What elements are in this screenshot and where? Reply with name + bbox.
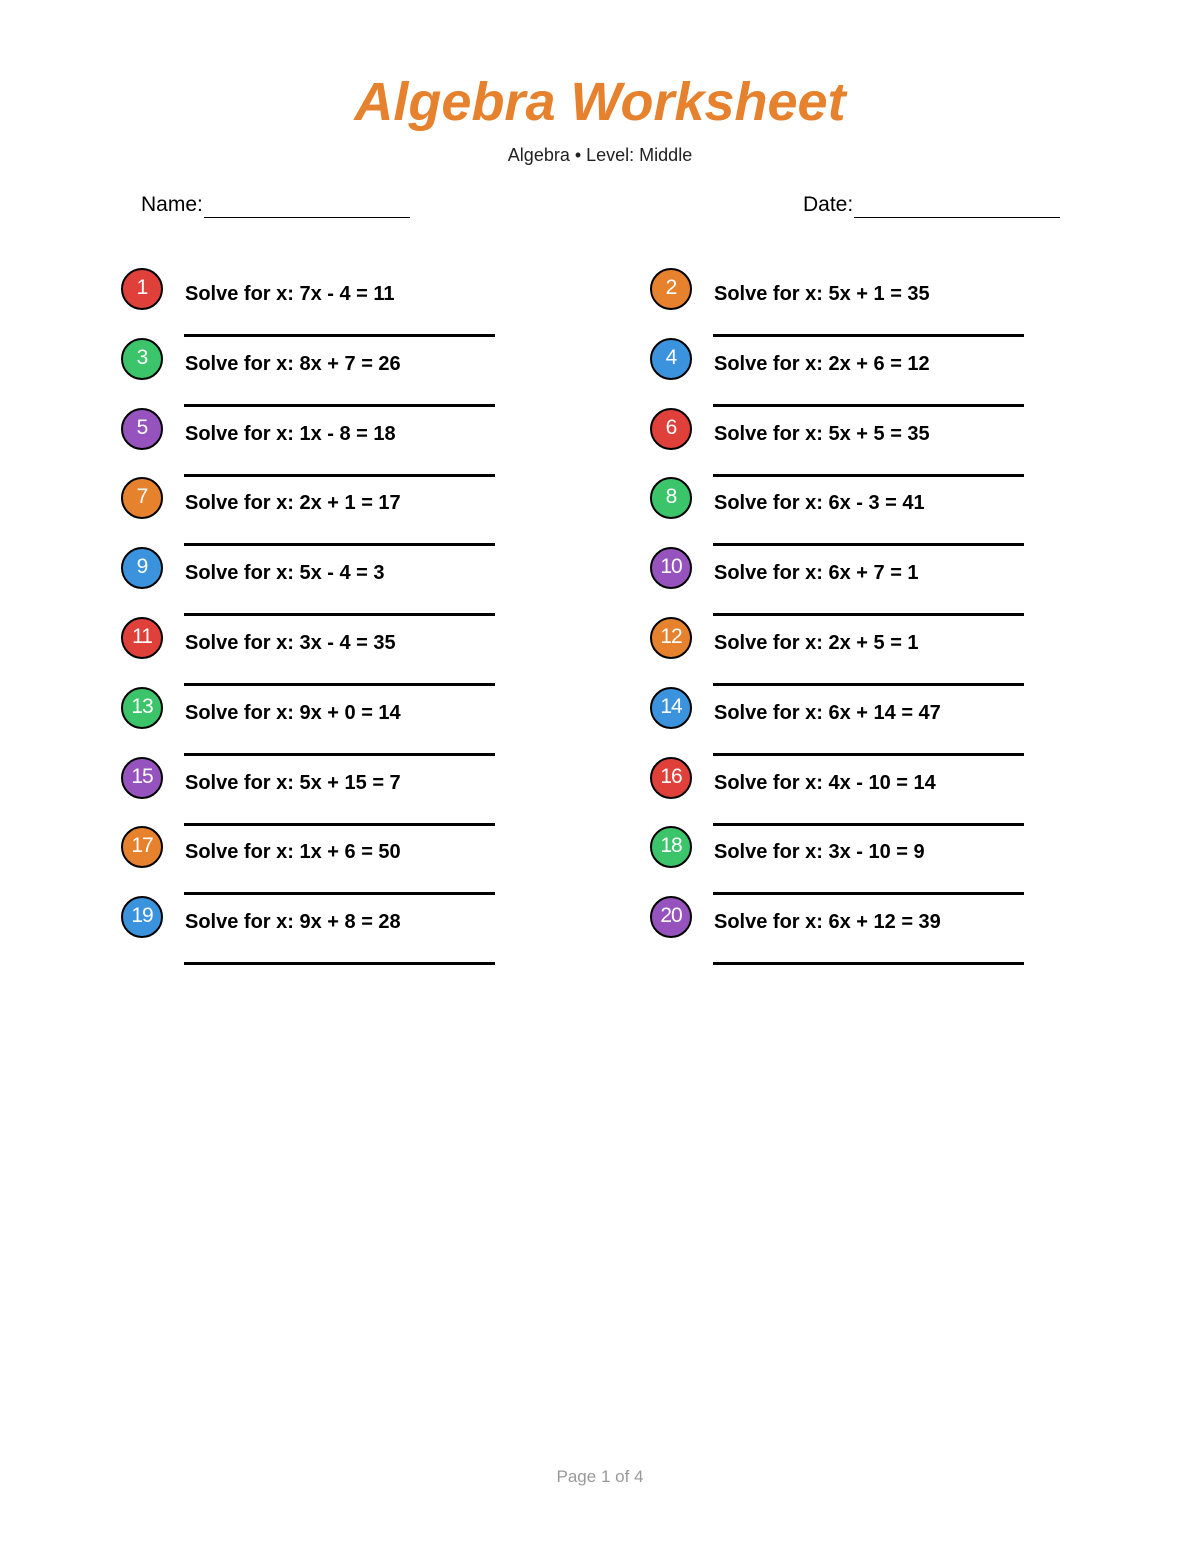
problem-item: [650, 268, 1070, 328]
problem-text: Solve for x: 8x + 7 = 26: [185, 353, 401, 375]
problem-item: [121, 757, 541, 817]
problem-text: Solve for x: 6x + 14 = 47: [714, 702, 941, 724]
problem-item: [121, 687, 541, 747]
problem-number-badge: 7: [121, 477, 163, 519]
date-blank-line[interactable]: [854, 195, 1060, 218]
problem-item: [121, 408, 541, 468]
problem-item: [650, 477, 1070, 537]
answer-line[interactable]: [184, 962, 495, 965]
problem-number-badge: 13: [121, 687, 163, 729]
problem-text: Solve for x: 9x + 8 = 28: [185, 911, 401, 933]
problem-number-badge: 10: [650, 547, 692, 589]
problem-text: Solve for x: 2x + 6 = 12: [714, 353, 930, 375]
problem-text: Solve for x: 5x + 1 = 35: [714, 283, 930, 305]
problem-number-badge: 18: [650, 826, 692, 868]
problem-item: [650, 408, 1070, 468]
answer-line[interactable]: [713, 543, 1024, 546]
answer-line[interactable]: [713, 753, 1024, 756]
answer-line[interactable]: [184, 753, 495, 756]
worksheet-title: Algebra Worksheet: [354, 72, 846, 132]
problem-item: [121, 338, 541, 398]
name-field: [141, 192, 410, 218]
problem-item: [650, 617, 1070, 677]
problem-item: [650, 338, 1070, 398]
problem-number-badge: 5: [121, 408, 163, 450]
answer-line[interactable]: [184, 683, 495, 686]
problem-item: [650, 896, 1070, 956]
answer-line[interactable]: [184, 543, 495, 546]
problem-text: Solve for x: 9x + 0 = 14: [185, 702, 401, 724]
problem-number-badge: 6: [650, 408, 692, 450]
problem-item: [650, 547, 1070, 607]
problem-text: Solve for x: 1x + 6 = 50: [185, 841, 401, 863]
answer-line[interactable]: [184, 334, 495, 337]
problem-text: Solve for x: 5x + 15 = 7: [185, 772, 401, 794]
problem-text: Solve for x: 2x + 1 = 17: [185, 492, 401, 514]
problem-number-badge: 15: [121, 757, 163, 799]
page-number: Page 1 of 4: [556, 1467, 644, 1486]
problem-text: Solve for x: 5x + 5 = 35: [714, 423, 930, 445]
problem-item: [650, 826, 1070, 886]
problem-text: Solve for x: 6x + 12 = 39: [714, 911, 941, 933]
problem-text: Solve for x: 4x - 10 = 14: [714, 772, 936, 794]
problem-number-badge: 2: [650, 268, 692, 310]
problem-text: Solve for x: 7x - 4 = 11: [185, 283, 395, 305]
problem-number-badge: 8: [650, 477, 692, 519]
problem-item: [121, 826, 541, 886]
problem-item: [121, 477, 541, 537]
problem-text: Solve for x: 3x - 4 = 35: [185, 632, 396, 654]
problem-text: Solve for x: 1x - 8 = 18: [185, 423, 396, 445]
problem-item: [121, 547, 541, 607]
answer-line[interactable]: [184, 892, 495, 895]
name-blank-line[interactable]: [204, 195, 410, 218]
problem-number-badge: 9: [121, 547, 163, 589]
problem-number-badge: 14: [650, 687, 692, 729]
problem-number-badge: 4: [650, 338, 692, 380]
problem-text: Solve for x: 6x - 3 = 41: [714, 492, 925, 514]
problem-item: [121, 896, 541, 956]
problem-number-badge: 16: [650, 757, 692, 799]
problem-text: Solve for x: 6x + 7 = 1: [714, 562, 919, 584]
answer-line[interactable]: [713, 404, 1024, 407]
answer-line[interactable]: [713, 683, 1024, 686]
problem-item: [121, 268, 541, 328]
problem-number-badge: 3: [121, 338, 163, 380]
problem-number-badge: 17: [121, 826, 163, 868]
answer-line[interactable]: [713, 892, 1024, 895]
problem-text: Solve for x: 5x - 4 = 3: [185, 562, 385, 584]
problem-item: [650, 757, 1070, 817]
problem-text: Solve for x: 3x - 10 = 9: [714, 841, 925, 863]
problem-number-badge: 19: [121, 896, 163, 938]
problem-number-badge: 1: [121, 268, 163, 310]
problem-number-badge: 20: [650, 896, 692, 938]
answer-line[interactable]: [184, 613, 495, 616]
problem-number-badge: 11: [121, 617, 163, 659]
worksheet-subtitle: Algebra • Level: Middle: [507, 145, 693, 165]
answer-line[interactable]: [184, 404, 495, 407]
date-label: Date:: [803, 193, 854, 216]
answer-line[interactable]: [713, 613, 1024, 616]
problem-text: Solve for x: 2x + 5 = 1: [714, 632, 919, 654]
answer-line[interactable]: [713, 334, 1024, 337]
name-label: Name:: [141, 193, 203, 216]
date-field: [803, 192, 1060, 218]
answer-line[interactable]: [713, 962, 1024, 965]
problem-item: [650, 687, 1070, 747]
problem-number-badge: 12: [650, 617, 692, 659]
problem-item: [121, 617, 541, 677]
